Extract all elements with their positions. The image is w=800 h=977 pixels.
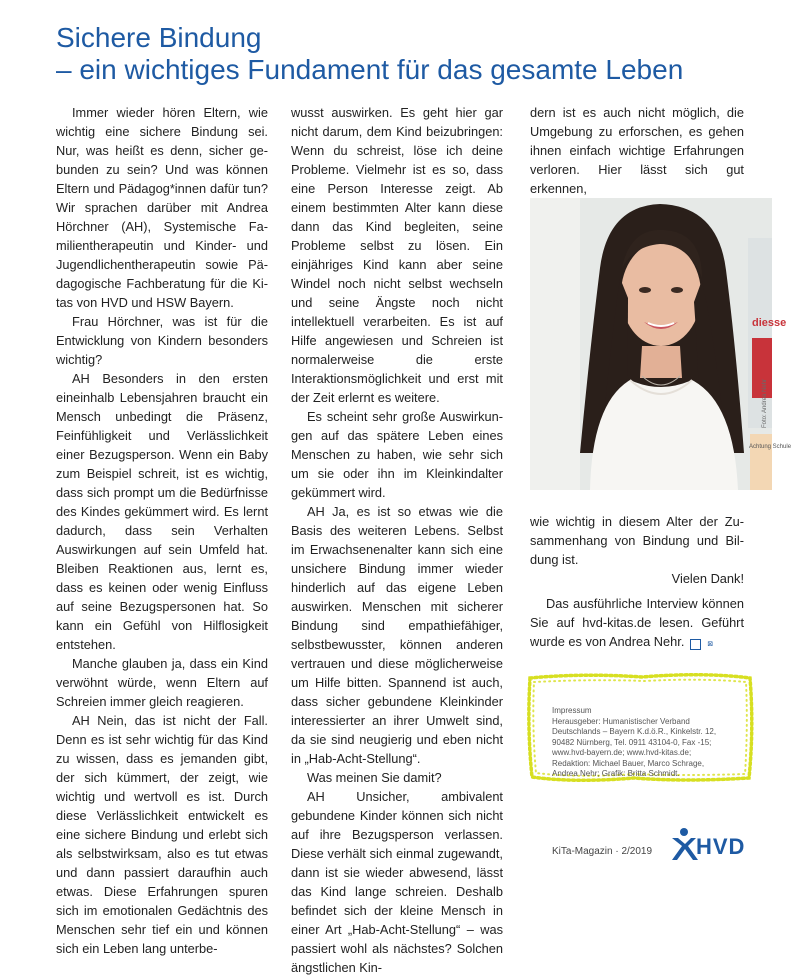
answer-2: AH Nein, das ist nicht der Fall. Denn es ist sehr wichtig für das Kind zu wissen, dass es jemanden gibt, der sich kümmert, der zeigt, wie wichtig und wertvoll es ist. Durch diese Verlässlichkeit entwickelt es eine sichere Bindung und erlebt sich als selbstwirksam, also es tut etwas und dann passiert daraufhin auch etwas. Diese Erfahrungen spuren sich im emotionalen Gedächtnis des Menschen sehr tief ein und können sich ein Leben lang unterbe- bbox=[56, 713, 268, 956]
thanks-text: Vielen Dank! bbox=[671, 571, 744, 586]
answer-4: AH Unsicher, ambivalent gebundene Kinder können sich nicht auf ihre Bezugsperson verlassen. Diese verhält sich einmal zugewandt, dann ist sie wieder abwesend, lässt das Kind lange schreien. Deshalb befindet sich der kleine Mensch in einer Art „Hab-Acht-Stellung“ – was passiert wohl als nächstes? Solchen ängstlichen Kin- bbox=[291, 789, 503, 975]
text-column-3-top bbox=[530, 103, 744, 198]
impressum-line: Deutschlands – Bayern K.d.ö.R., Kinkelstr. 12, bbox=[552, 727, 717, 736]
hvd-logo-text: HVD bbox=[696, 834, 746, 859]
title-line-2: – ein wichtiges Fundament für das gesamte Leben bbox=[56, 54, 684, 85]
final-answer: wie wichtig in diesem Alter der Zusammenhang von Bindung und Bildung ist. bbox=[530, 514, 744, 567]
text-column-3-bottom bbox=[530, 512, 744, 651]
poster-text-2: Achtung Schule bbox=[749, 444, 792, 450]
impressum-line: Herausgeber: Humanistischer Verband bbox=[552, 716, 690, 726]
impressum-line: Andrea Nehr; Grafik: Britta Schmidt. bbox=[552, 769, 680, 778]
closing-note bbox=[530, 594, 744, 651]
portrait-photo bbox=[530, 198, 792, 490]
impressum-text bbox=[552, 706, 748, 780]
impressum-box bbox=[524, 668, 756, 786]
photo-credit: Foto: Andrea Nehr bbox=[762, 378, 768, 428]
impressum-line: 90482 Nürnberg, Tel. 0911 43104-0, Fax -15; bbox=[552, 737, 712, 747]
answer-2-continued: wusst auswirken. Es geht hier gar nicht darum, dem Kind beizubringen: Wenn du schreist, löse ich deine Probleme. Vielmehr ist es so, dass eine Person Interesse zeigt. Ab einem bestimmten Alter kann diese dann das Kind begleiten, seine Probleme selbst zu lösen. Ein einjähriges Kind kann aber seine Windel noch nicht selbst wechseln und seine Ängste noch nicht intellektuell verarbeiten. Es ist auf Hilfe angewiesen und Schreien ist normalerweise die erste Interaktionsmöglichkeit und erst mit der Zeit erlernt es weitere. bbox=[291, 105, 503, 405]
portrait-illustration bbox=[530, 198, 792, 490]
question-1: Frau Hörchner, was ist für die Entwicklung von Kindern besonders wichtig? bbox=[56, 314, 268, 367]
magazine-issue: KiTa-Magazin · 2/2019 bbox=[552, 846, 653, 857]
title-line-1: Sichere Bindung bbox=[56, 22, 262, 53]
question-3: Es scheint sehr große Auswirkungen auf das spätere Leben eines Menschen zu haben, wie sehr sich um sie oder ihn im Kleinkindalter gekümmert wird. bbox=[291, 409, 503, 500]
intro-paragraph: Immer wieder hören Eltern, wie wichtig eine sichere Bindung sei. Nur, was heißt es denn, sicher gebunden zu sein? Und was können Eltern und Pädagog*innen dafür tun? Wir sprachen darüber mit Andrea Hörchner (AH), Systemische Familientherapeutin und Kinder- und Jugendlichentherapeutin sowie Pädagogische Fachberatung für die Kitas von HVD und HSW Bayern. bbox=[56, 105, 268, 310]
question-2: Manche glauben ja, dass ein Kind verwöhnt würde, wenn Eltern auf Schreien immer gleich reagieren. bbox=[56, 656, 268, 709]
question-4: Was meinen Sie damit? bbox=[307, 770, 442, 785]
closing-text: Das ausführliche Interview können Sie auf hvd-kitas.de lesen. Geführt wurde es von Andrea Nehr. bbox=[530, 596, 744, 649]
impressum-line: Redaktion: Michael Bauer, Marco Schrage, bbox=[552, 758, 705, 768]
end-of-article-icon: ⊠ bbox=[690, 639, 701, 650]
text-column-1 bbox=[56, 103, 268, 958]
article-title bbox=[56, 22, 683, 86]
impressum-heading: Impressum bbox=[552, 706, 592, 715]
poster-text: diesse bbox=[752, 317, 787, 329]
answer-1: AH Besonders in den ersten eineinhalb Lebensjahren braucht ein Mensch unbedingt die Präsenz, Feinfühligkeit und Verlässlichkeit einer Bezugsperson. Wenn ein Baby zum Beispiel schreit, ist es wichtig, dass sich prompt um die Bedürfnisse des Kindes gekümmert wird. Es lernt dadurch, dass sein Verhalten Auswirkungen auf sein Umfeld hat. Bleiben Reaktionen aus, lernt es, dass es keinen oder wenig Einfluss auf seine Bezugspersonen hat. So kann ein Gefühl von Hilflosigkeit entstehen. bbox=[56, 371, 268, 652]
impressum-line: www.hvd-bayern.de; www.hvd-kitas.de; bbox=[552, 748, 692, 757]
text-column-2 bbox=[291, 103, 503, 977]
answer-4-continued: dern ist es auch nicht möglich, die Umgebung zu erforschen, es gehen ihnen einfach wichtige Erfahrungen verloren. Hier lässt sich gut erkennen, bbox=[530, 105, 744, 196]
answer-3: AH Ja, es ist so etwas wie die Basis des weiteren Lebens. Selbst im Erwachsenenalter kann sich eine unsichere Bindung immer wieder hinderlich auf das eigene Leben auswirken. Menschen mit sicherer Bindung sind empathiefähiger, selbstbewusster, können anderen vertrauen und diese möglicherweise um Hilfe bitten. Spannend ist auch, dass sicher gebundene Kleinkinder interessierter an ihrer Umwelt sind, da sie sind neugierig und eben nicht in „Hab-Acht-Stellung“. bbox=[291, 504, 503, 766]
